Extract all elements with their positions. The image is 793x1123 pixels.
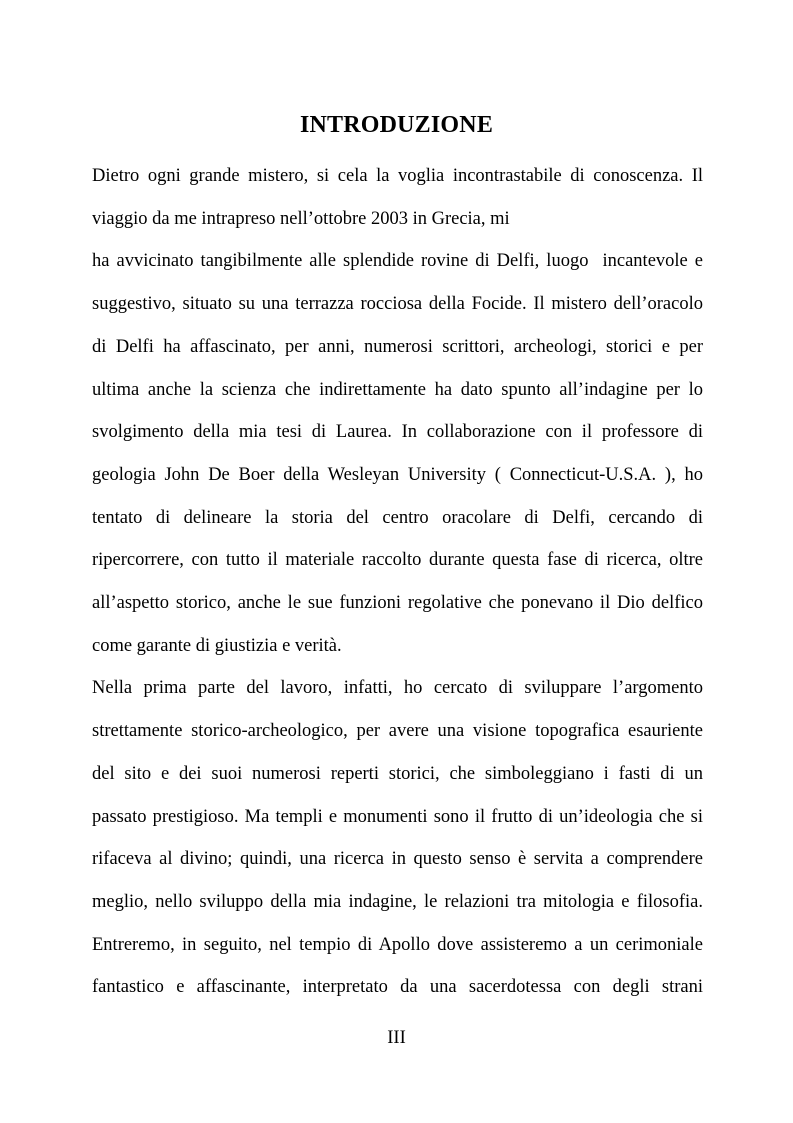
- text-line: Nella prima parte del lavoro, infatti, ho cercato di sviluppare l’argomento: [92, 678, 703, 699]
- text-line: geologia John De Boer della Wesleyan University ( Connecticut-U.S.A. ), ho: [92, 464, 703, 485]
- text-line: tentato di delineare la storia del centro oracolare di Delfi, cercando di: [92, 507, 703, 528]
- text-line: rifaceva al divino; quindi, una ricerca in questo senso è servita a comprendere: [92, 849, 703, 870]
- text-line: strettamente storico-archeologico, per avere una visione topografica esauriente: [92, 721, 703, 742]
- text-line: svolgimento della mia tesi di Laurea. In collaborazione con il professore di: [92, 422, 703, 443]
- text-line: meglio, nello sviluppo della mia indagine, le relazioni tra mitologia e filosofia.: [92, 891, 703, 912]
- text-line: Entreremo, in seguito, nel tempio di Apollo dove assisteremo a un cerimoniale: [92, 934, 703, 955]
- text-line: di Delfi ha affascinato, per anni, numerosi scrittori, archeologi, storici e per: [92, 336, 703, 357]
- text-line: viaggio da me intrapreso nell’ottobre 2003 in Grecia, mi: [92, 208, 510, 229]
- page-title: INTRODUZIONE: [299, 112, 494, 138]
- text-line: ha avvicinato tangibilmente alle splendide rovine di Delfi, luogo incantevole e: [92, 251, 703, 272]
- text-line: suggestivo, situato su una terrazza rocciosa della Focide. Il mistero dell’oracolo: [92, 294, 703, 315]
- text-line: del sito e dei suoi numerosi reperti storici, che simboleggiano i fasti di un: [92, 763, 703, 784]
- text-line: ultima anche la scienza che indirettamente ha dato spunto all’indagine per lo: [92, 379, 703, 400]
- text-line: Dietro ogni grande mistero, si cela la voglia incontrastabile di conoscenza. Il: [92, 166, 703, 186]
- body-text: [92, 155, 703, 1009]
- text-line: passato prestigioso. Ma templi e monumenti sono il frutto di un’ideologia che si: [92, 806, 703, 827]
- text-line: ripercorrere, con tutto il materiale raccolto durante questa fase di ricerca, oltre: [92, 550, 703, 571]
- text-line: come garante di giustizia e verità.: [92, 635, 342, 656]
- text-line: fantastico e affascinante, interpretato da una sacerdotessa con degli strani: [92, 977, 703, 998]
- text-line: all’aspetto storico, anche le sue funzioni regolative che ponevano il Dio delfico: [92, 593, 703, 614]
- page-number: III: [387, 1028, 406, 1049]
